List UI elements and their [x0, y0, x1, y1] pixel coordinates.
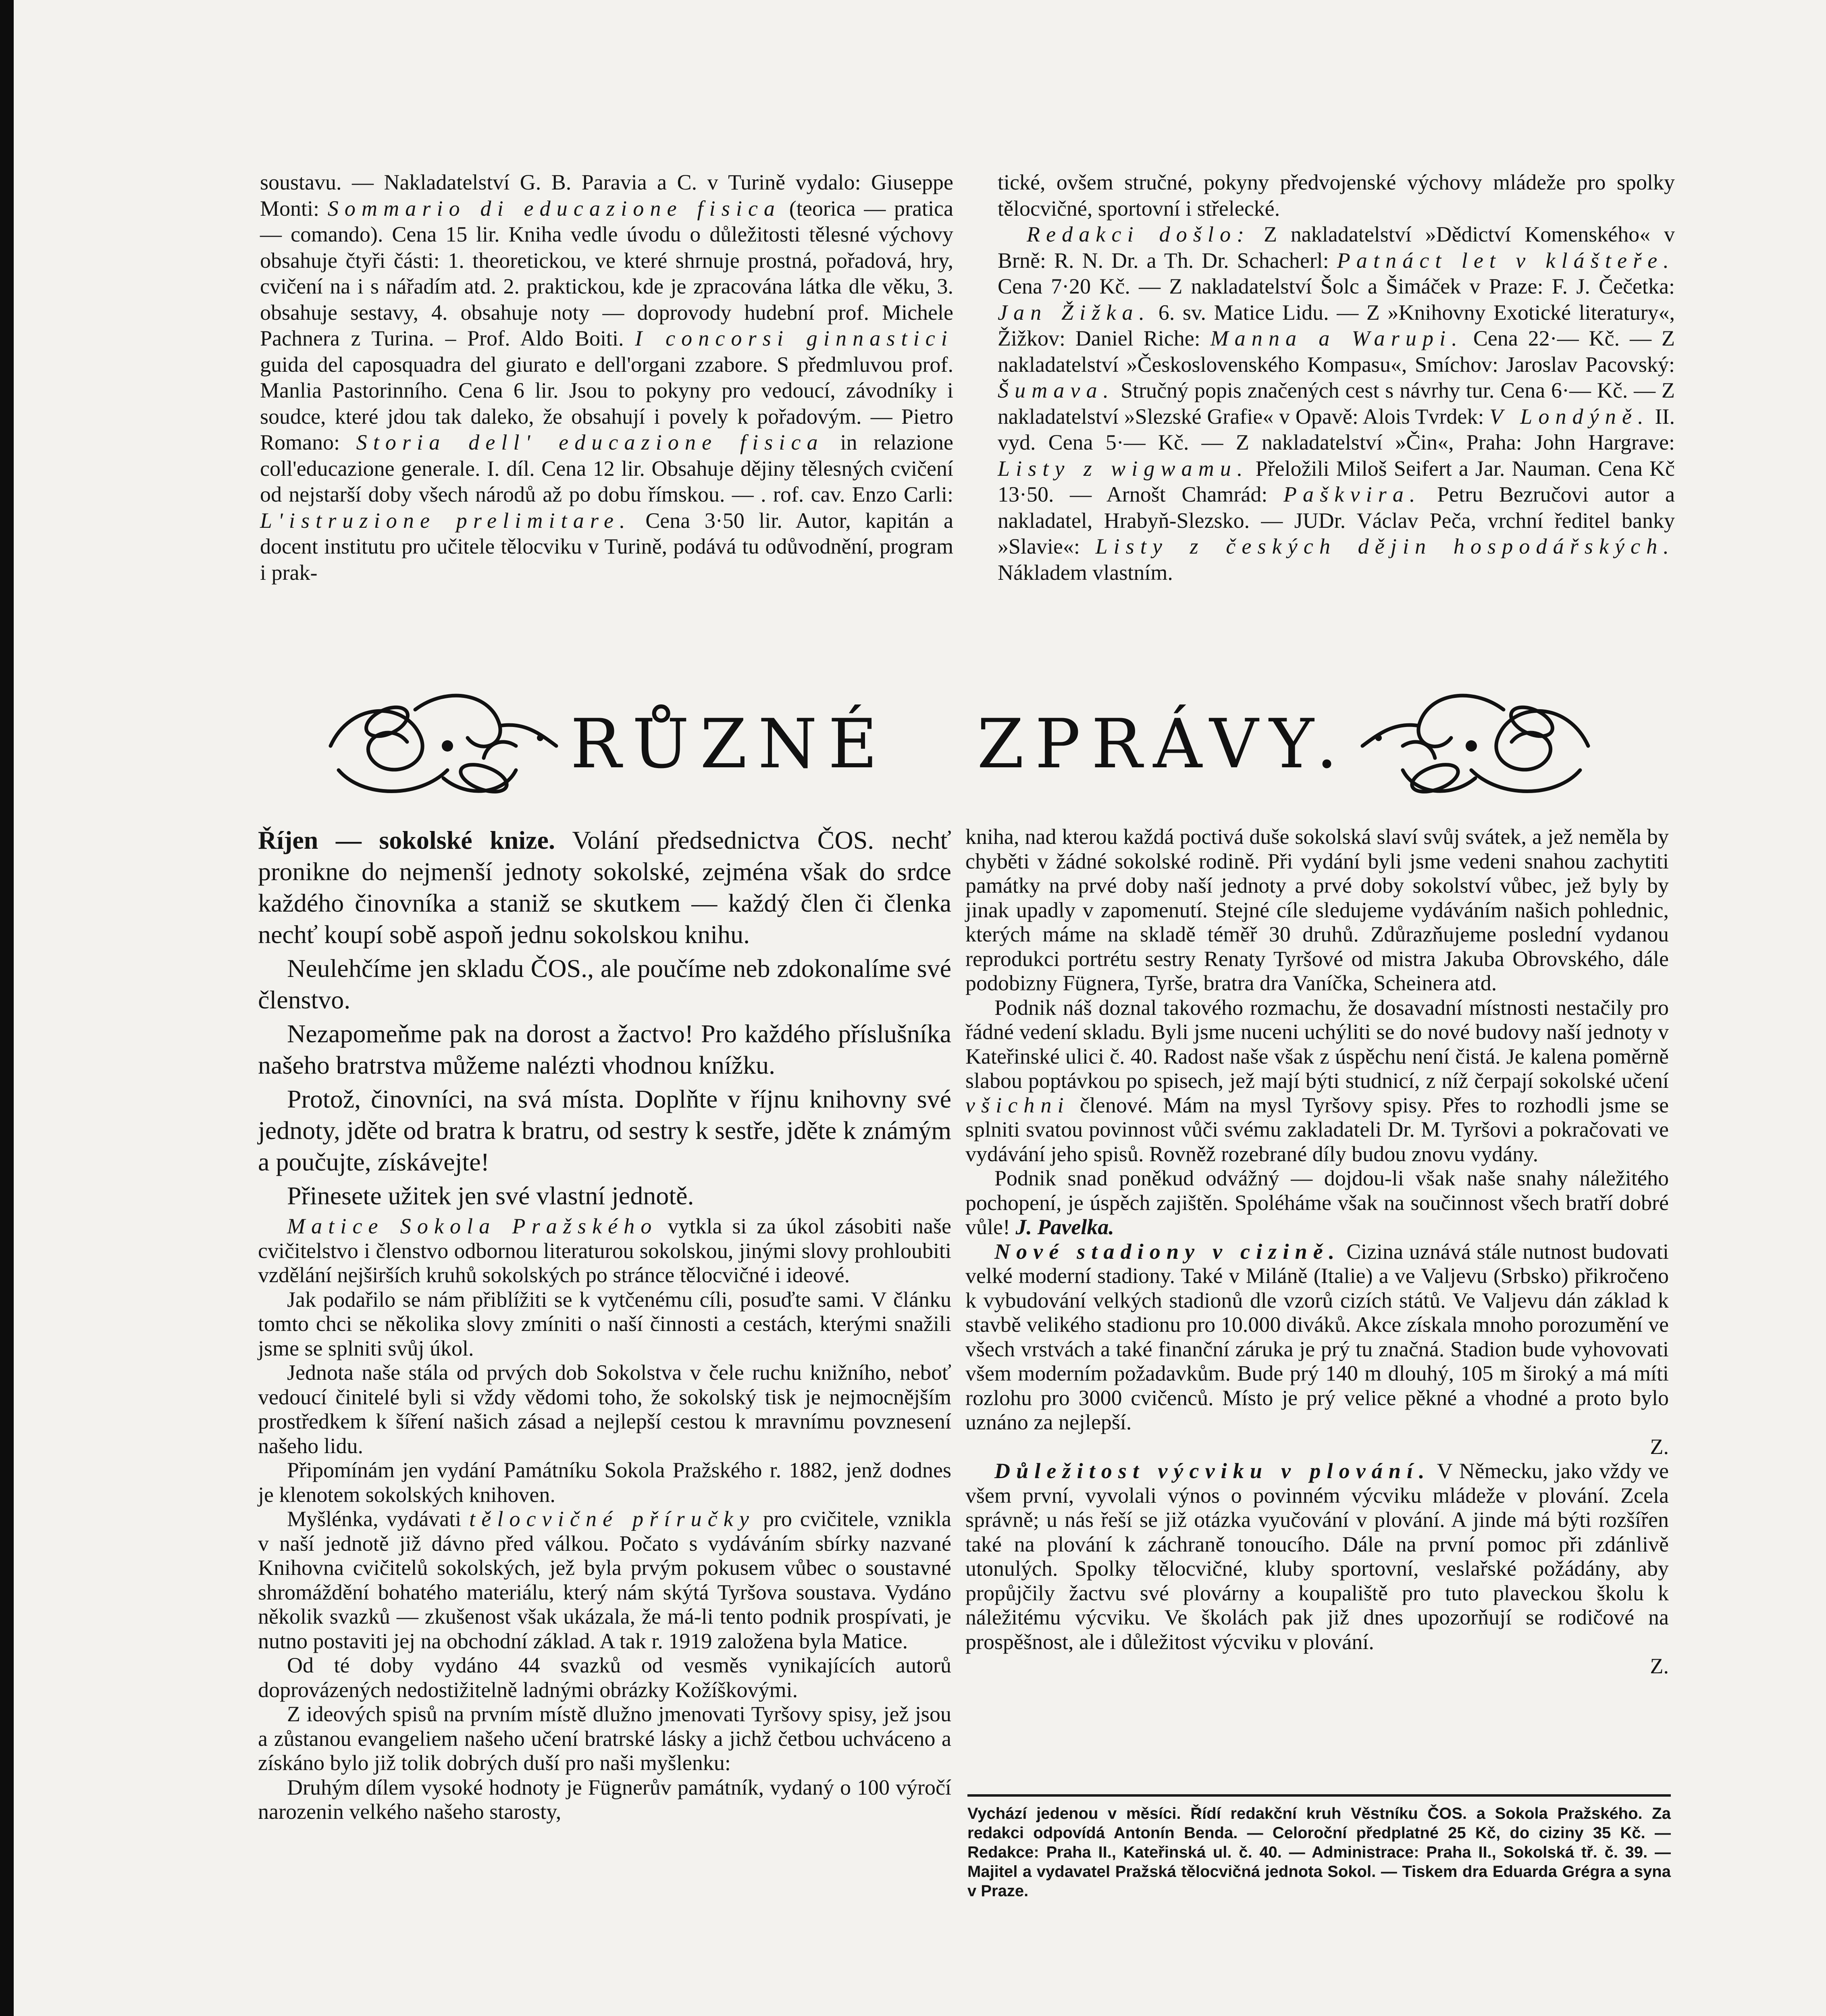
section-title — [314, 677, 1604, 810]
paragraph: tické, ovšem stručné, pokyny předvojenské výchovy mládeže pro spolky tělocvičné, sportovní i střelecké. — [998, 170, 1675, 221]
paragraph: Nezapomeňme pak na dorost a žactvo! Pro každého příslušníka našeho bratrstva můžeme nalézti vhodnou knížku. — [258, 1019, 951, 1079]
author-signature: Z. — [1650, 1654, 1669, 1678]
paragraph — [258, 825, 951, 950]
top-left-column — [260, 169, 953, 585]
spaced-title: tělocvičné příručky — [469, 1507, 755, 1531]
paragraph — [260, 169, 953, 585]
text: Podnik náš doznal takového rozmachu, že dosavadní místnosti nestačily pro řádné vedení skladu. Byli jsme nuceni uchýliti se do nové budovy naší jednoty v Kateřinské ulici č. 40. Radost naše však z úspěchu není čistá. Je kalena poměrně slabou poptávkou po spisech, jež mají býti studnicí, z níž čerpají sokolské učení — [965, 995, 1669, 1093]
spaced-title: Patnáct let v klášteře. — [1337, 248, 1675, 273]
paragraph: Neulehčíme jen skladu ČOS., ale poučíme neb zdokonalíme své členstvo. — [258, 954, 951, 1014]
paragraph — [965, 1166, 1669, 1239]
author-signature: Z. — [1650, 1434, 1669, 1459]
spaced-title: Sommario di educazione fisica — [327, 196, 781, 221]
spaced-title: V Londýně. — [1489, 404, 1649, 429]
text: Cizina uznává stále nutnost budovati velké moderní stadiony. Také v Miláně (Italie) a ve Valjevu (Srbsko) přikročeno k vybudování velkých stadionů dle vzorů cizích států. Ve Valjevu dán základ k stavbě velikého stadionu pro 10.000 diváků. Akce získala mnoho porozumění ve všech vrstvách a také finanční záruka je prý tu značná. Stadion bude vyhovovati všem moderním požadavkům. Bude prý 140 m dlouhý, 105 m široký a má míti rozlohu pro 3000 cvičenců. Místo je prý velice pěkné a vhodné a proto bylo uznáno za nejlepší. — [965, 1239, 1669, 1434]
text: V Německu, jako vždy ve všem první, vyvolali výnos o povinném výcviku mládeže v plování. Zcela správně; u nás řeší se již otázka vyučování v plování. A jinde má býti rozšířen také na plování k záchraně tonoucího. Dále na první pomoc při zdánlivě utonulých. Spolky tělocvičné, kluby sportovní, veslařské požádány, aby propůjčily žactvu své plovárny a koupaliště pro tuto plaveckou školu k náležitému výcviku. Ve školách pak již dnes upozorňují se rodičové na prospěšnost, ale i důležitost výcviku v plování. — [965, 1459, 1669, 1654]
text: (teorica — pratica — comando). Cena 15 lir. Kniha vedle úvodu o důležitosti tělesné výchovy obsahuje čtyři části: 1. theoretickou, ve které shrnuje prostná, pořadová, hry, cvičení na i s nářadím atd. 2. praktickou, kde je zpracována látka dle věku, 3. obsahuje sestavy, 4. obsahuje noty — doprovody hudební prof. Michele Pachnera z Turina. – Prof. Aldo Boiti. — [260, 196, 954, 350]
spaced-title: Jan Žižka. — [998, 300, 1151, 325]
article-heading: Říjen — sokolské knize. — [258, 826, 555, 854]
paragraph: Připomínám jen vydání Památníku Sokola Pražského r. 1882, jenž dodnes je klenotem sokolských knihoven. — [258, 1458, 951, 1507]
spaced-title: Paškvira. — [1283, 482, 1421, 506]
title-word: ZPRÁVY. — [977, 704, 1349, 783]
paragraph — [998, 221, 1675, 585]
text: Podnik snad poněkud odvážný — dojdou-li však naše snahy náležitého pochopení, je úspěch zajištěn. Spoléháme však na součinnost všech bratří dobré vůle! — [965, 1166, 1669, 1239]
paragraph: Protož, činovníci, na svá místa. Doplňte v říjnu knihovny své jednoty, jděte od bratra k bratru, od sestry k sestře, jděte k známým a poučujte, získávejte! — [258, 1085, 951, 1176]
text: členové. Mám na mysl Tyršovy spisy. Přes to rozhodli jsme se splniti svatou povinnost vůči svému zakladateli Dr. M. Tyršovi a pokračovati ve vydávání jeho spisů. Rovněž rozebrané díly budou znovu vydány. — [965, 1093, 1669, 1166]
paragraph: Druhým dílem vysoké hodnoty je Fügnerův památník, vydaný o 100 výročí narozenin velkého našeho starosty, — [258, 1775, 951, 1824]
paragraph: Jednota naše stála od prvých dob Sokolstva v čele ruchu knižního, neboť vedoucí činitelé byli si vždy vědomi toho, že sokolský tisk je nejmocnějším prostředkem k šíření našich zásad a nejlepší cestou k mravnímu povznesení našeho lidu. — [258, 1360, 951, 1458]
paragraph: kniha, nad kterou každá poctivá duše sokolská slaví svůj svátek, a jež neměla by chyběti v žádné sokolské rodině. Při vydání byli jsme vedeni snahou zachytiti památky na prvé doby naší jednoty a prvé doby sokolství vůbec, jež byly by jinak upadly v zapomenutí. Stejné cíle sledujeme vydáváním našich pohlednic, kterých máme na skladě téměř 30 druhů. Zdůrazňujeme poslední vydanou reprodukci portrétu sestry Renaty Tyršové od mistra Jakuba Obrovského, dále podobizny Fügnera, Tyrše, bratra dra Vaníčka, Scheinera atd. — [965, 825, 1669, 995]
text: soustavu. — Nakladatelství G. B. Paravia a C. v Turině vydalo: Giuseppe Monti: — [260, 170, 953, 221]
text: Z nakladatelství »Dědictví Komenského« v Brně: R. N. Dr. a Th. Dr. Schacherl: — [998, 222, 1675, 273]
text: vytkla si za úkol zásobiti naše cvičitelstvo i členstvo odbornou literaturou sokolskou, jinými slovy prohloubiti vzdělání nejširších kruhů sokolských po stránce tělocvičné i ideové. — [258, 1214, 952, 1287]
author-signature: J. Pavelka. — [1015, 1215, 1114, 1239]
paragraph — [258, 1214, 951, 1287]
text: Petru Bezručovi autor a nakladatel, Hrabyň-Slezsko. — JUDr. Václav Peča, vrchní ředitel banky »Slavie«: — [998, 482, 1675, 558]
text: Volání předsednictva ČOS. nechť pronikne do nejmenší jednoty sokolské, zejména však do srdce každého činovníka a staniž se skutkem — každý člen či členka nechť koupí sobě aspoň jednu sokolskou knihu. — [258, 826, 952, 949]
bottom-right-column — [965, 825, 1669, 1679]
section-lead: Redakci došlo: — [1027, 222, 1250, 246]
paragraph: Jak podařilo se nám přiblížiti se k vytčenému cíli, posuďte sami. V článku tomto chci se několika slovy zmíniti o naší činnosti a cestách, kterými snažili jsme se splniti svůj úkol. — [258, 1287, 951, 1360]
spaced-title: Manna a Warupi. — [1210, 326, 1463, 350]
ornamental-banner — [314, 677, 1604, 810]
imprint: Vychází jedenou v měsíci. Řídí redakční kruh Věstníku ČOS. a Sokola Pražského. Za redakci odpovídá Antonín Benda. — Celoroční předplatné 25 Kč, do ciziny 35 Kč. — Redakce: Praha II., Kateřinská ul. č. 40. — Administrace: Praha II., Sokolská tř. č. 39. — Majitel a vydavatel Pražská tělocvičná jednota Sokol. — Tiskem dra Eduarda Grégra a syna v Praze. — [967, 1794, 1671, 1901]
text: in relazione coll'educazione generale. I. díl. Cena 12 lir. Obsahuje dějiny tělesných cvičení od nejstarší doby všech národů až po dobu římskou. — . rof. cav. Enzo Carli: — [260, 430, 953, 506]
paragraph: Z ideových spisů na prvním místě dlužno jmenovati Tyršovy spisy, jež jsou a zůstanou evangeliem našeho učení bratrské lásky a jichž četbou uchváceno a získáno bylo již tolik dobrých duší pro naši myšlenku: — [258, 1702, 951, 1775]
spaced-title: L'istruzione prelimitare. — [260, 508, 631, 533]
spaced-title: I concorsi ginnastici — [635, 326, 953, 350]
spaced-title: Šumava. — [998, 378, 1115, 402]
spaced-title: Listy z českých dějin hospodářských. — [1095, 534, 1675, 558]
top-right-column — [998, 169, 1675, 585]
spaced-word: všichni — [965, 1093, 1070, 1117]
text: Myšlénka, vydávati — [287, 1507, 470, 1531]
title-word: RŮZNÉ — [570, 704, 888, 783]
paragraph — [965, 996, 1669, 1166]
paragraph — [965, 1239, 1669, 1435]
spaced-title: Listy z wigwamu. — [998, 456, 1249, 481]
paragraph: Od té doby vydáno 44 svazků od vesměs vynikajících autorů doprovázených nedostižitelně ladnými obrázky Kožíškovými. — [258, 1653, 951, 1702]
spaced-title: Matice Sokola Pražského — [287, 1214, 658, 1238]
paragraph: Přinesete užitek jen své vlastní jednotě. — [287, 1181, 694, 1210]
spaced-title: Storia dell' educazione fisica — [356, 430, 824, 454]
text: Cena 7·20 Kč. — Z nakladatelství Šolc a Šimáček v Praze: F. J. Čečetka: — [998, 274, 1675, 298]
text: Cena 22·— Kč. — Z nakladatelství »Československého Kompasu«, Smíchov: Jaroslav Pacovský: — [998, 326, 1675, 377]
text: guida del caposquadra del giurato e dell'organi zzabore. S předmluvou prof. Manlia Pastorinního. Cena 6 lir. Jsou to pokyny pro vedoucí, závodníky i soudce, které jdou tak daleko, že obsahují i povely k pořadovým. — Pietro Romano: — [260, 352, 953, 454]
text: pro cvičitele, vznikla v naší jednotě již dávno před válkou. Počato s vydáváním sbírky nazvané Knihovna cvičitelů sokolských, jež byla prvým pokusem vůbec o soustavné shromáždění bohatého materiálu, který nám skýtá Tyršova soustava. Vydáno několik svazků — zkušenost však ukázala, že má-li tento podnik prospívati, je nutno postaviti jej na obchodní základ. A tak r. 1919 založena byla Matice. — [258, 1507, 951, 1653]
text: Cena 3·50 lir. Autor, kapitán a docent institutu pro učitele tělocviku v Turině, podává tu odůvodnění, program i prak- — [260, 508, 953, 585]
text: II. vyd. Cena 5·— Kč. — Z nakladatelství »Čin«, Praha: John Hargrave: — [998, 404, 1675, 454]
text: Nákladem vlastním. — [998, 560, 1173, 585]
text: Přeložili Miloš Seifert a Jar. Nauman. Cena Kč 13·50. — Arnošt Chamrád: — [998, 456, 1675, 506]
bottom-left-column — [258, 825, 951, 1824]
text: Stručný popis značených cest s návrhy tur. Cena 6·— Kč. — Z nakladatelství »Slezské Grafie« v Opavě: Alois Tvrdek: — [998, 378, 1675, 429]
text: 6. sv. Matice Lidu. — Z »Knihovny Exotické literatury«, Žižkov: Daniel Riche: — [998, 300, 1675, 350]
paragraph — [965, 1459, 1669, 1654]
article-heading: Důležitost výcviku v plování. — [994, 1459, 1431, 1483]
article-heading: Nové stadiony v cizině. — [994, 1239, 1341, 1264]
paragraph — [258, 1507, 951, 1653]
